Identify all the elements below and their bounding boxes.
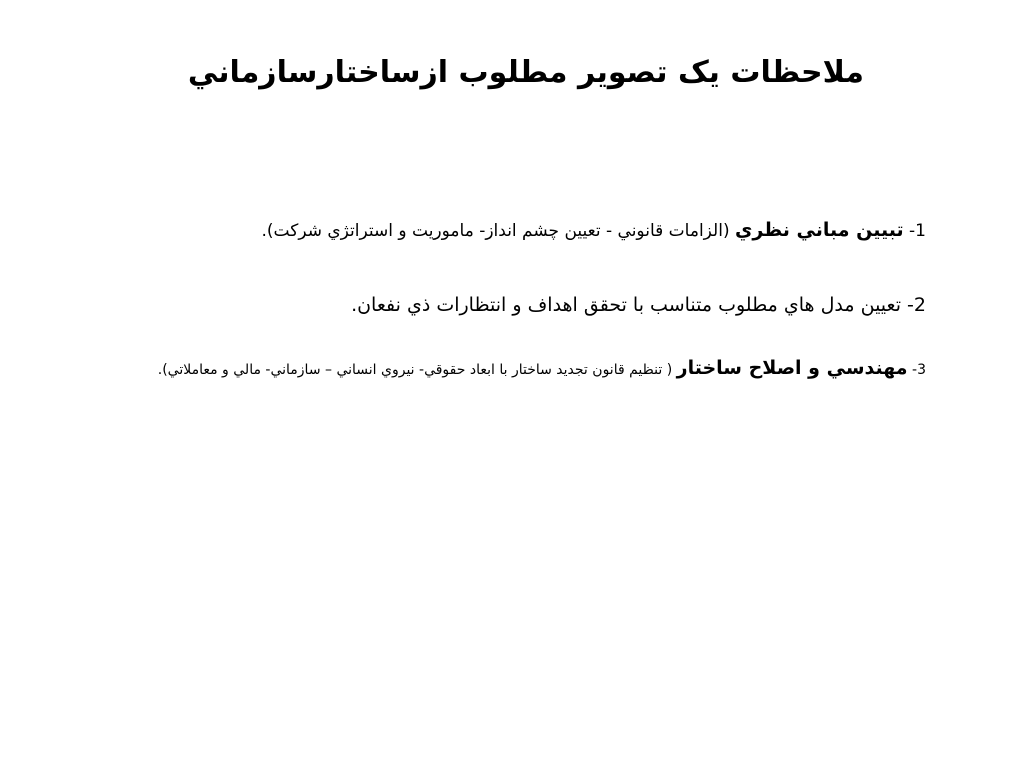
point-detail: ( تنظيم قانون تجديد ساختار با ابعاد حقوقي- نيروي انساني – سازماني- مالي و معاملاتي). [157, 362, 673, 378]
point-number: 3- [912, 362, 926, 378]
bullet-point-1 [60, 213, 926, 248]
bullet-point-2 [60, 288, 926, 322]
point-heading: تعيين مدل هاي مطلوب متناسب با تحقق اهداف و انتظارات ذي نفعان. [351, 294, 901, 316]
slide-body [60, 213, 926, 383]
point-number: 1- [909, 221, 926, 241]
point-heading: مهندسي و اصلاح ساختار [676, 357, 908, 379]
point-detail: (الزامات قانوني - تعيين چشم انداز- ماموريت و استراتژي شركت). [261, 221, 730, 241]
point-heading: تبيين مباني نظري [735, 219, 904, 241]
point-number: 2- [907, 294, 926, 316]
bullet-point-3 [60, 356, 926, 383]
slide-title: ملاحظات يک تصوير مطلوب ازساختارسازماني [187, 55, 864, 90]
